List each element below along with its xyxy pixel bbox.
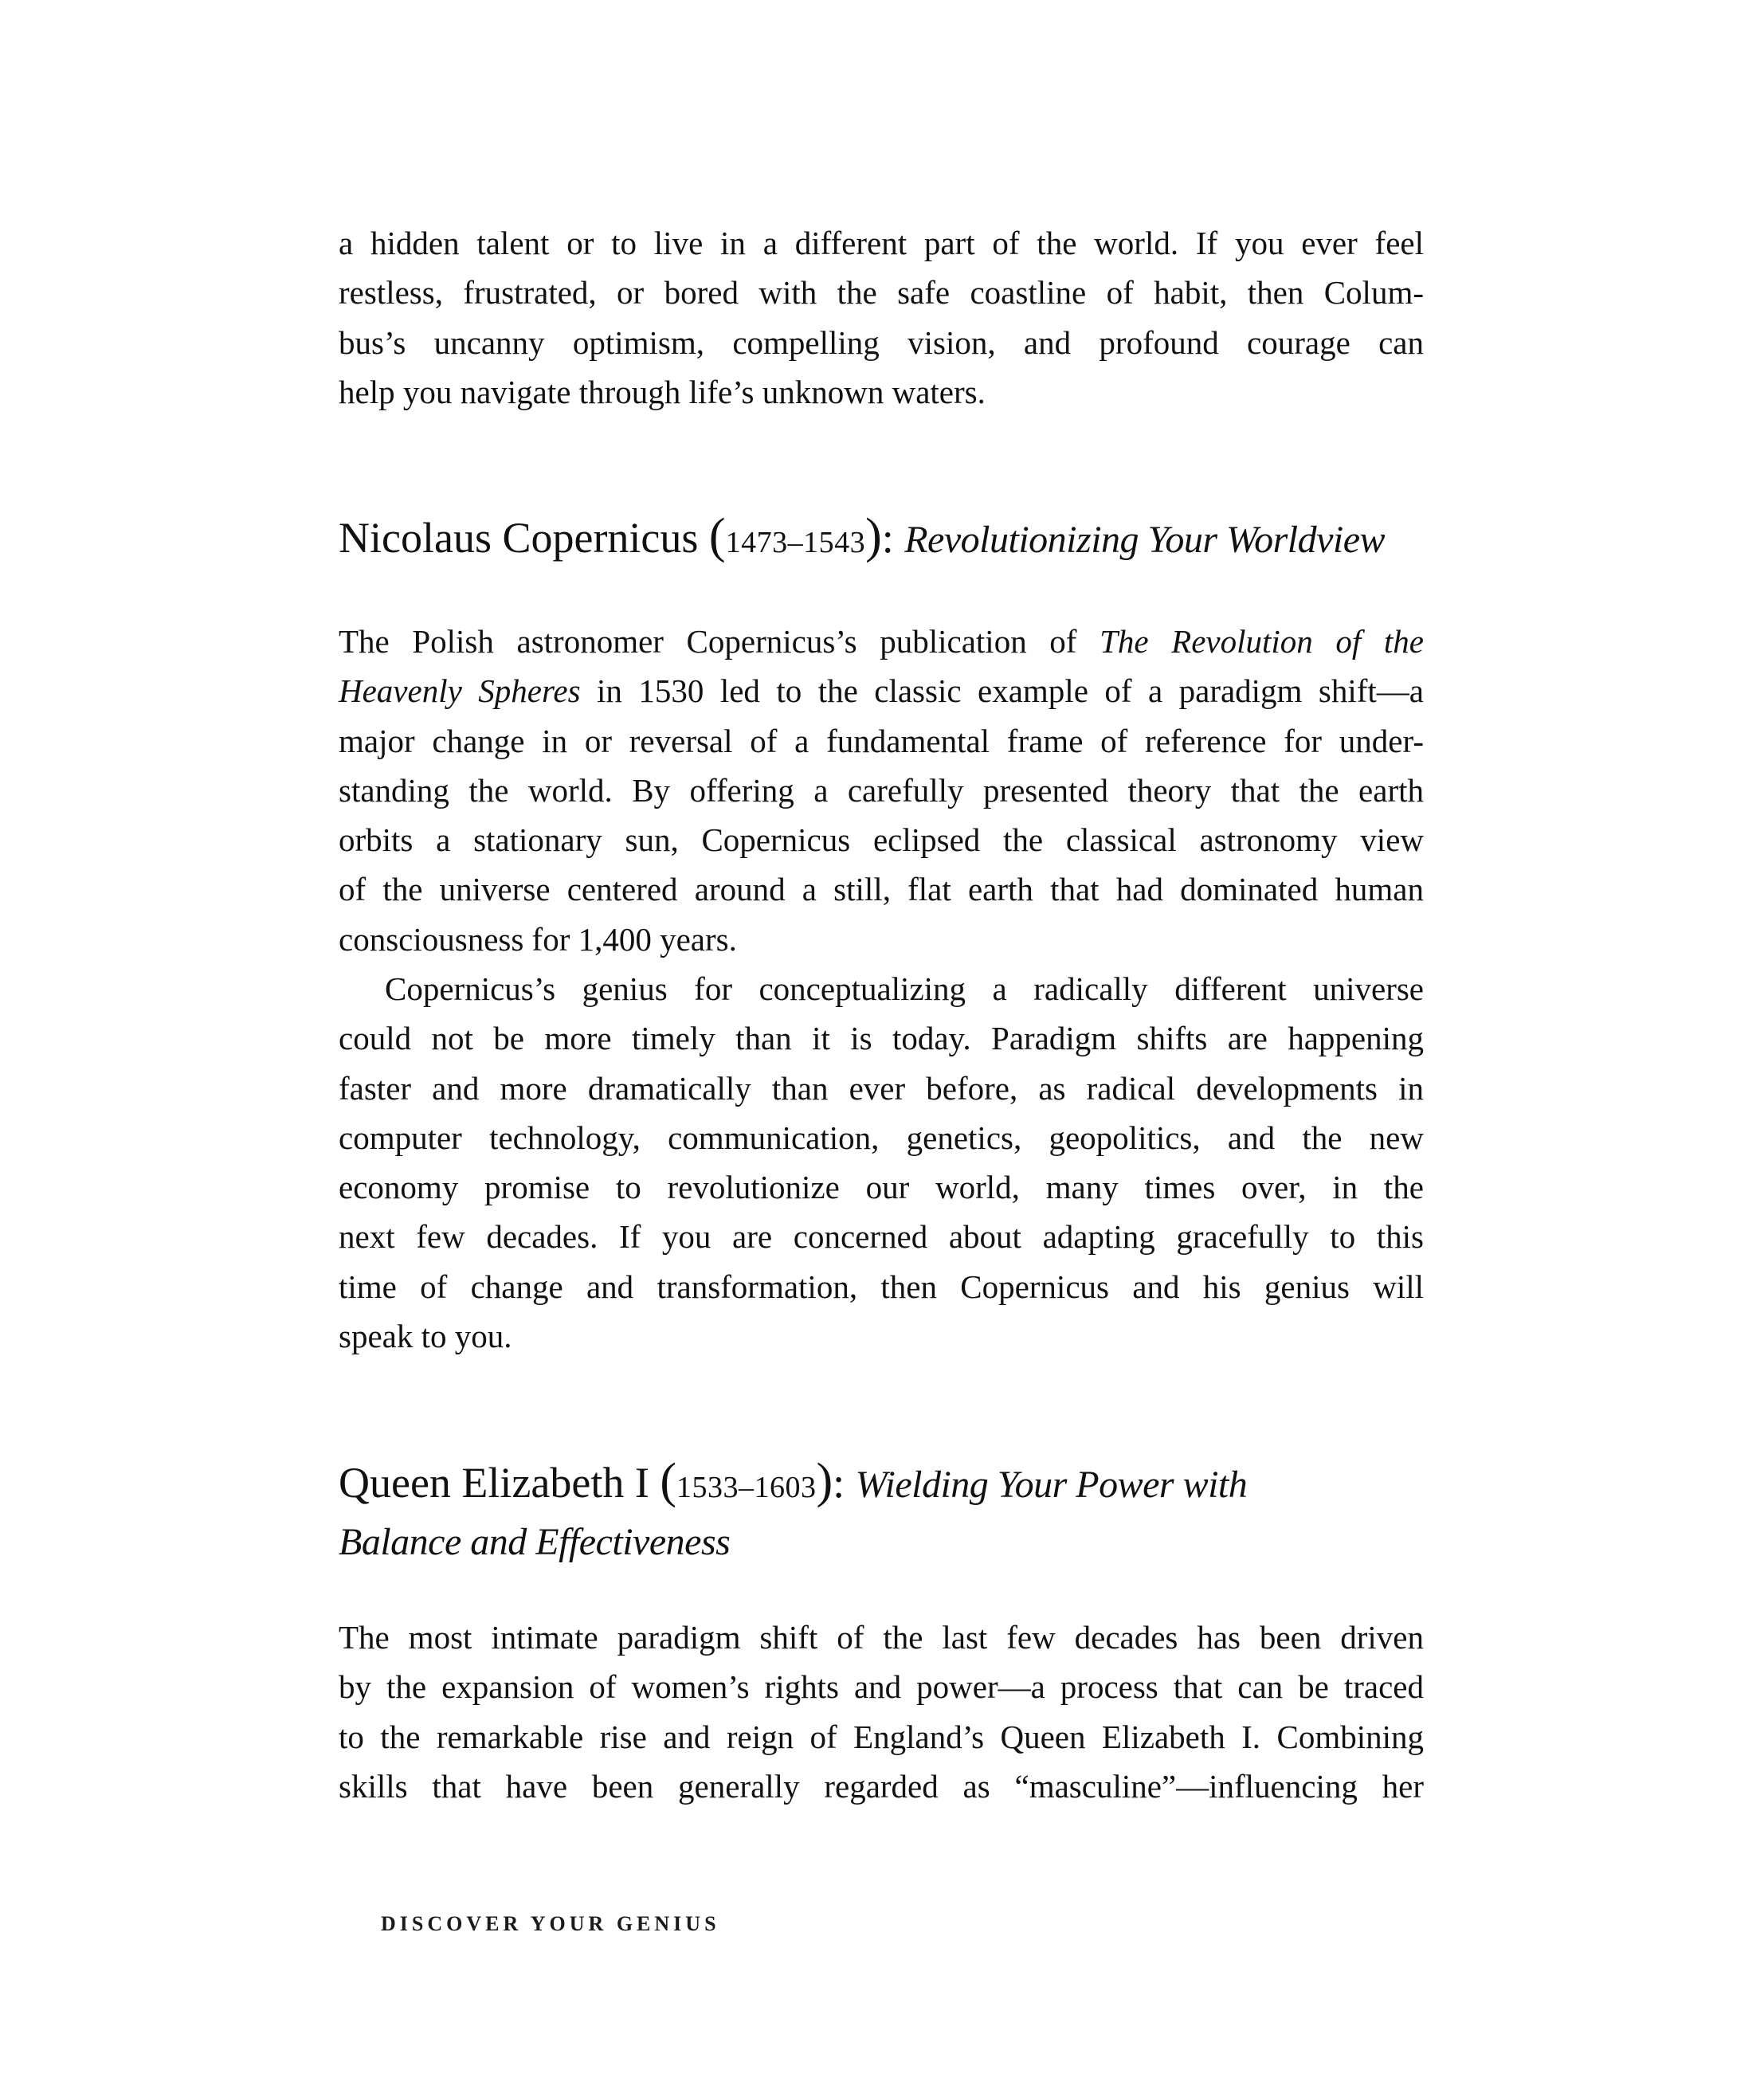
heading-name: Queen Elizabeth I bbox=[339, 1459, 649, 1507]
text-line: orbits a stationary sun, Copernicus eclipsed the classical astronomy view bbox=[339, 821, 1424, 859]
heading-subtitle-line-2: Balance and Effectiveness bbox=[339, 1521, 731, 1563]
section-heading-copernicus bbox=[339, 510, 1385, 569]
heading-name: Nicolaus Copernicus bbox=[339, 514, 699, 562]
heading-line-1 bbox=[339, 1455, 1247, 1514]
heading-paren-open: ( bbox=[708, 509, 726, 563]
text-line: skills that have been generally regarded as “masculine”—influencing her bbox=[339, 1767, 1424, 1805]
running-footer-title: DISCOVER YOUR GENIUS bbox=[381, 1912, 720, 1935]
text-line: computer technology, communication, genetics, geopolitics, and the new bbox=[339, 1119, 1424, 1156]
text-line: time of change and transformation, then Copernicus and his genius will bbox=[339, 1268, 1424, 1305]
text-line: speak to you. bbox=[339, 1318, 512, 1355]
book-title-italic: The Revolution of the bbox=[1100, 623, 1424, 660]
heading-dates: 1533–1603 bbox=[676, 1471, 817, 1504]
copernicus-paragraph-1 bbox=[339, 617, 1424, 964]
text-line: a hidden talent or to live in a different part of the world. If you ever feel bbox=[339, 225, 1424, 261]
text-line: bus’s uncanny optimism, compelling vision, and profound courage can bbox=[339, 323, 1424, 361]
heading-paren-close: ) bbox=[865, 509, 882, 563]
heading-colon: : bbox=[881, 514, 905, 562]
text-line: faster and more dramatically than ever before, as radical developments in bbox=[339, 1069, 1424, 1107]
text-line: Copernicus’s genius for conceptualizing a radically different universe bbox=[385, 970, 1424, 1007]
heading-paren-close: ) bbox=[816, 1454, 833, 1508]
text-line: by the expansion of women’s rights and power—a process that can be traced bbox=[339, 1668, 1424, 1706]
book-title-italic: Heavenly Spheres bbox=[339, 672, 581, 710]
text-line: restless, frustrated, or bored with the safe coastline of habit, then Colum- bbox=[339, 274, 1424, 312]
heading-dates: 1473–1543 bbox=[725, 526, 866, 559]
text-run: The Polish astronomer Copernicus’s publication of bbox=[339, 623, 1100, 660]
text-line: to the remarkable rise and reign of England’s Queen Elizabeth I. Combining bbox=[339, 1718, 1424, 1755]
text-line: could not be more timely than it is today. Paradigm shifts are happening bbox=[339, 1020, 1424, 1057]
heading-subtitle-line-1: Wielding Your Power with bbox=[855, 1464, 1248, 1506]
copernicus-paragraph-2 bbox=[339, 964, 1424, 1361]
heading-paren-open: ( bbox=[660, 1454, 676, 1508]
text-line: consciousness for 1,400 years. bbox=[339, 920, 737, 958]
text-line bbox=[339, 617, 1424, 666]
text-line: The most intimate paradigm shift of the last few decades has been driven bbox=[339, 1619, 1424, 1656]
text-line bbox=[339, 666, 1424, 715]
text-line: of the universe centered around a still, flat earth that had dominated human bbox=[339, 871, 1424, 908]
text-run: in 1530 led to the classic example of a paradigm shift—a bbox=[580, 672, 1424, 710]
text-line: major change in or reversal of a fundamental frame of reference for under- bbox=[339, 722, 1424, 759]
section-heading-elizabeth bbox=[339, 1455, 1247, 1569]
text-line: next few decades. If you are concerned about adapting gracefully to this bbox=[339, 1218, 1424, 1256]
text-line: standing the world. By offering a carefully presented theory that the earth bbox=[339, 771, 1424, 809]
text-line: economy promise to revolutionize our world, many times over, in the bbox=[339, 1169, 1424, 1206]
heading-colon: : bbox=[833, 1459, 856, 1507]
elizabeth-paragraph-1 bbox=[339, 1613, 1424, 1811]
heading-subtitle: Revolutionizing Your Worldview bbox=[904, 519, 1386, 561]
text-line: help you navigate through life’s unknown waters. bbox=[339, 373, 986, 410]
heading-line-2 bbox=[339, 1514, 1247, 1569]
intro-paragraph bbox=[339, 218, 1424, 417]
